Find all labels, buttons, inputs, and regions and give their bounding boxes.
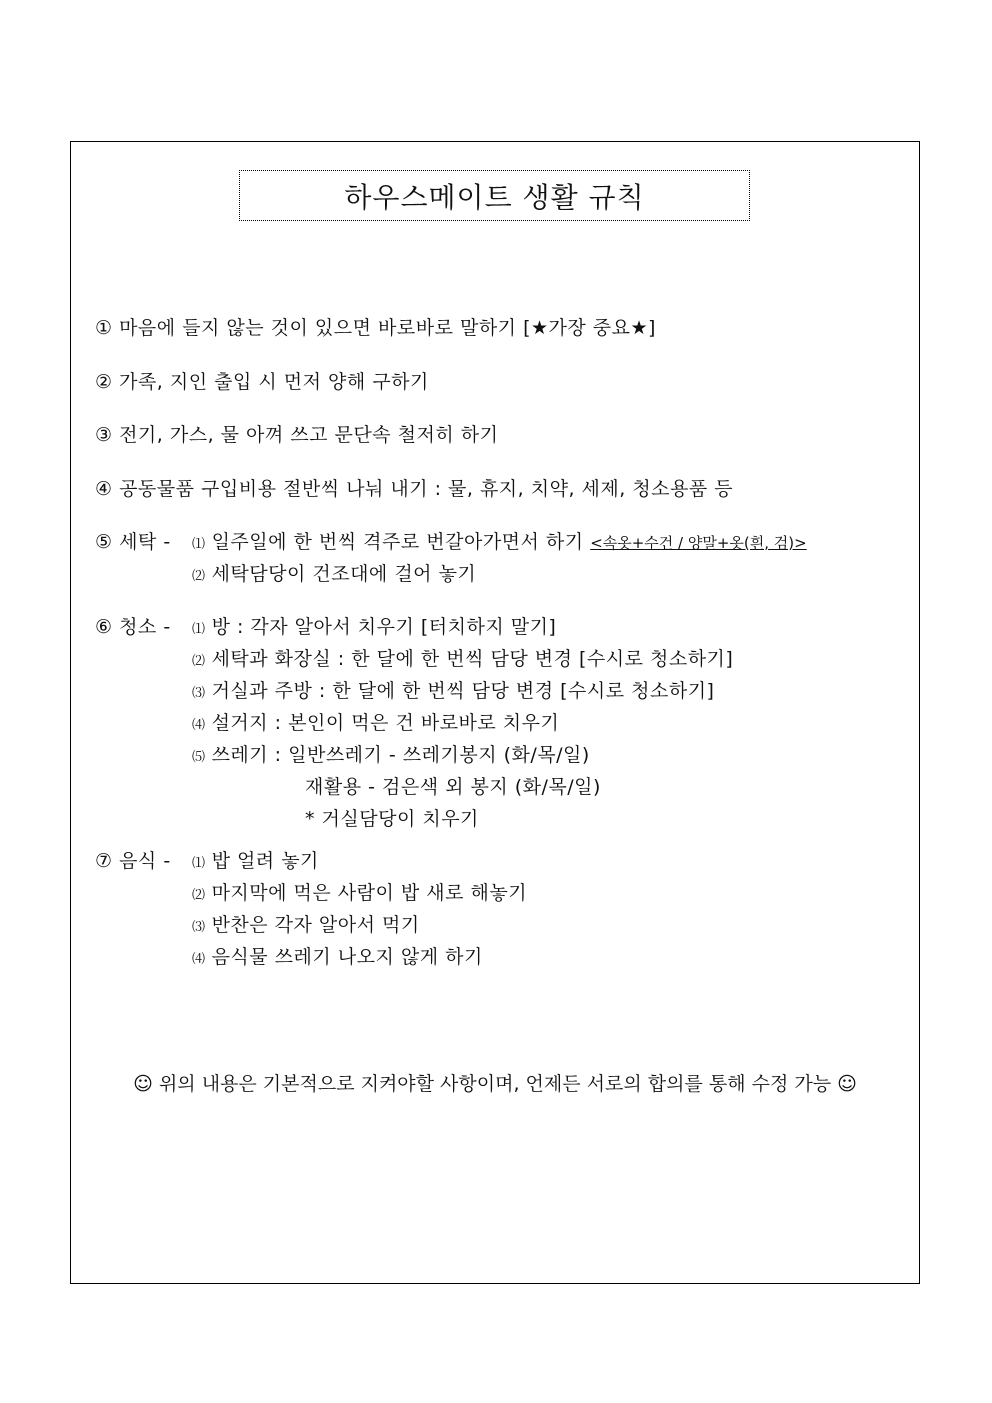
rule-6-item-5 <box>192 743 590 770</box>
item-number: ⑵ <box>192 569 206 584</box>
item-text: 세탁담당이 건조대에 걸어 놓기 <box>211 563 477 585</box>
item-text: 일주일에 한 번씩 격주로 번갈아가면서 하기 <box>211 531 584 553</box>
rule-5-item-1 <box>192 530 807 557</box>
item-number: ⑴ <box>192 622 206 637</box>
item-number: ⑷ <box>192 718 206 733</box>
rule-1: ① 마음에 들지 않는 것이 있으면 바로바로 말하기 [★가장 중요★] <box>95 317 656 339</box>
item-number: ⑴ <box>192 856 206 871</box>
rule-7-item-3 <box>192 913 420 940</box>
rule-5-heading: ⑤ 세탁 - <box>95 531 171 553</box>
item-text: 반찬은 각자 알아서 먹기 <box>211 914 420 936</box>
item-text: 마지막에 먹은 사람이 밥 새로 해놓기 <box>211 882 528 904</box>
item-text: 설거지 : 본인이 먹은 건 바로바로 치우기 <box>211 712 560 734</box>
item-text: 세탁과 화장실 : 한 달에 한 번씩 담당 변경 [수시로 청소하기] <box>211 648 734 670</box>
rule-2: ② 가족, 지인 출입 시 먼저 양해 구하기 <box>95 371 429 393</box>
rule-6-trash-note: * 거실담당이 치우기 <box>305 808 479 830</box>
rule-6-item-1 <box>192 615 556 642</box>
page-title: 하우스메이트 생활 규칙 <box>344 180 645 214</box>
item-number: ⑴ <box>192 537 206 552</box>
rule-6-item-2 <box>192 647 733 674</box>
item-text: 거실과 주방 : 한 달에 한 번씩 담당 변경 [수시로 청소하기] <box>211 680 715 702</box>
item-text: 쓰레기 : 일반쓰레기 - 쓰레기봉지 (화/목/일) <box>211 744 590 766</box>
rule-3: ③ 전기, 가스, 물 아껴 쓰고 문단속 철저히 하기 <box>95 424 499 446</box>
item-number: ⑵ <box>192 654 206 669</box>
rule-7-heading: ⑦ 음식 - <box>95 850 171 872</box>
item-text: 방 : 각자 알아서 치우기 [터치하지 말기] <box>211 616 557 638</box>
laundry-group-note: <속옷+수건 / 양말+옷(흰, 검)> <box>590 534 807 552</box>
rule-6-item-3 <box>192 679 714 706</box>
rule-7-item-2 <box>192 881 527 908</box>
rule-6-item-4 <box>192 711 559 738</box>
rule-6-recycling: 재활용 - 검은색 외 봉지 (화/목/일) <box>305 776 601 798</box>
rule-4: ④ 공동물품 구입비용 절반씩 나눠 내기 : 물, 휴지, 치약, 세제, 청소용품 등 <box>95 478 734 500</box>
rule-7-item-1 <box>192 849 319 876</box>
rule-6-heading: ⑥ 청소 - <box>95 616 171 638</box>
item-number: ⑶ <box>192 920 206 935</box>
item-text: 밥 얼려 놓기 <box>211 850 319 872</box>
rule-7-item-4 <box>192 945 483 972</box>
title-box <box>239 170 750 221</box>
footer-note: ☺ 위의 내용은 기본적으로 지켜야할 사항이며, 언제든 서로의 합의를 통해 수정 가능 ☺ <box>133 1073 857 1095</box>
item-number: ⑷ <box>192 952 206 967</box>
item-number: ⑶ <box>192 686 206 701</box>
item-number: ⑵ <box>192 888 206 903</box>
item-number: ⑸ <box>192 750 206 765</box>
rule-5-item-2 <box>192 562 476 589</box>
item-text: 음식물 쓰레기 나오지 않게 하기 <box>211 946 483 968</box>
